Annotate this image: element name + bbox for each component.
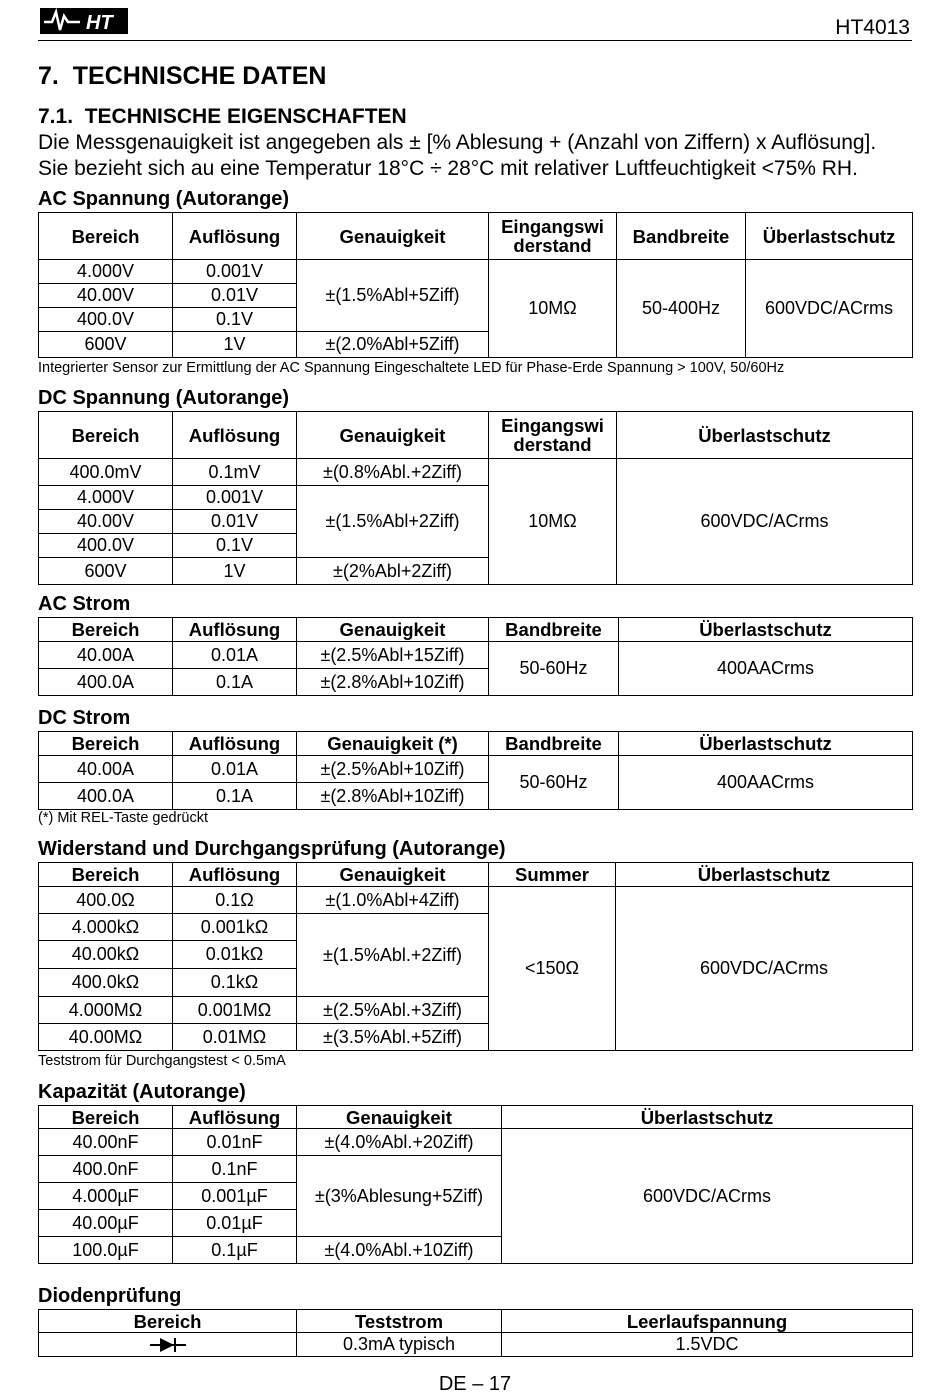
range-cell: 100.0µF — [39, 1237, 173, 1264]
range-cell: 600V — [39, 558, 173, 585]
range-cell: 400.0kΩ — [39, 969, 173, 997]
header-cell: Bandbreite — [489, 732, 619, 756]
header-cell: Überlastschutz — [619, 618, 913, 642]
accuracy-cell: ±(1.0%Abl+4Ziff) — [297, 887, 489, 914]
header-cell: Teststrom — [297, 1310, 502, 1333]
resolution-cell: 0.01kΩ — [173, 941, 297, 969]
resolution-cell: 0.01nF — [173, 1129, 297, 1156]
res-title: Widerstand und Durchgangsprüfung (Autorange) — [38, 838, 506, 860]
section-title: 7. TECHNISCHE DATEN — [38, 62, 327, 90]
accuracy-cell: ±(2.8%Abl+10Ziff) — [297, 669, 489, 696]
header-cell: Genauigkeit — [297, 618, 489, 642]
resolution-cell: 0.1µF — [173, 1237, 297, 1264]
accuracy-cell: ±(4.0%Abl.+20Ziff) — [297, 1129, 502, 1156]
accuracy-cell: ±(3.5%Abl.+5Ziff) — [297, 1024, 489, 1051]
resolution-cell: 1V — [173, 332, 297, 358]
header-cell: Bereich — [39, 412, 173, 459]
range-cell — [39, 1333, 297, 1357]
intro-line-2: Sie bezieht sich au eine Temperatur 18°C ÷ 28°C mit relativer Luftfeuchtigkeit <75% RH. — [38, 157, 858, 180]
header-cell: Bereich — [39, 732, 173, 756]
range-cell: 400.0V — [39, 308, 173, 332]
resolution-cell: 0.01V — [173, 510, 297, 534]
accuracy-cell: ±(2.8%Abl+10Ziff) — [297, 783, 489, 810]
aca-table — [38, 617, 913, 696]
header-cell: Genauigkeit — [297, 1106, 502, 1129]
header-cell: Bereich — [39, 618, 173, 642]
header-cell: Eingangswi derstand — [489, 213, 617, 260]
resolution-cell: 0.1kΩ — [173, 969, 297, 997]
resolution-cell: 0.01A — [173, 642, 297, 669]
header-cell: Bereich — [39, 1310, 297, 1333]
buzzer-cell: <150Ω — [489, 887, 616, 1051]
accuracy-cell: ±(2.5%Abl+10Ziff) — [297, 756, 489, 783]
intro-line-1: Die Messgenauigkeit ist angegeben als ± [% Ablesung + (Anzahl von Ziffern) x Auflösung]. — [38, 131, 877, 154]
range-cell: 40.00V — [39, 510, 173, 534]
range-cell: 400.0V — [39, 534, 173, 558]
resolution-cell: 0.1mV — [173, 459, 297, 486]
bandwidth-cell: 50-60Hz — [489, 756, 619, 810]
accuracy-cell: ±(1.5%Abl+5Ziff) — [297, 260, 489, 332]
subsection-title: 7.1. TECHNISCHE EIGENSCHAFTEN — [38, 105, 407, 128]
page-header — [38, 6, 912, 41]
accuracy-cell: ±(4.0%Abl.+10Ziff) — [297, 1237, 502, 1264]
range-cell: 4.000µF — [39, 1183, 173, 1210]
range-cell: 40.00V — [39, 284, 173, 308]
acv-table — [38, 212, 913, 358]
header-cell: Auflösung — [173, 618, 297, 642]
accuracy-cell: ±(0.8%Abl.+2Ziff) — [297, 459, 489, 486]
accuracy-cell: ±(1.5%Abl+2Ziff) — [297, 486, 489, 558]
header-cell: Auflösung — [173, 412, 297, 459]
resolution-cell: 0.01V — [173, 284, 297, 308]
logo-text: HT — [86, 12, 113, 34]
model-name: HT4013 — [835, 16, 910, 39]
protection-cell: 600VDC/ACrms — [616, 887, 913, 1051]
bandwidth-cell: 50-400Hz — [617, 260, 746, 358]
bandwidth-cell: 50-60Hz — [489, 642, 619, 696]
dca-title: DC Strom — [38, 707, 131, 729]
accuracy-cell: ±(2.5%Abl.+3Ziff) — [297, 997, 489, 1024]
header-cell: Auflösung — [173, 213, 297, 260]
header-cell: Bereich — [39, 213, 173, 260]
resolution-cell: 0.01µF — [173, 1210, 297, 1237]
res-table — [38, 862, 913, 1051]
accuracy-cell: ±(2.5%Abl+15Ziff) — [297, 642, 489, 669]
page-number: DE – 17 — [438, 1373, 512, 1395]
header-cell: Genauigkeit — [297, 863, 489, 887]
range-cell: 40.00MΩ — [39, 1024, 173, 1051]
range-cell: 4.000V — [39, 486, 173, 510]
header-cell: Eingangswi derstand — [489, 412, 617, 459]
resolution-cell: 0.001µF — [173, 1183, 297, 1210]
accuracy-cell: ±(2.0%Abl+5Ziff) — [297, 332, 489, 358]
resolution-cell: 0.01MΩ — [173, 1024, 297, 1051]
resolution-cell: 0.1A — [173, 783, 297, 810]
aca-title: AC Strom — [38, 593, 131, 615]
header-cell: Bereich — [39, 1106, 173, 1129]
range-cell: 4.000kΩ — [39, 914, 173, 941]
res-note: Teststrom für Durchgangstest < 0.5mA — [38, 1053, 286, 1069]
resolution-cell: 0.1nF — [173, 1156, 297, 1183]
header-cell: Genauigkeit — [297, 412, 489, 459]
resolution-cell: 0.001kΩ — [173, 914, 297, 941]
impedance-cell: 10MΩ — [489, 260, 617, 358]
diode-symbol-icon — [148, 1336, 188, 1354]
range-cell: 40.00kΩ — [39, 941, 173, 969]
resolution-cell: 0.1Ω — [173, 887, 297, 914]
resolution-cell: 0.001V — [173, 260, 297, 284]
ht-logo — [40, 8, 128, 34]
protection-cell: 400AACrms — [619, 756, 913, 810]
header-cell: Überlastschutz — [746, 213, 913, 260]
dca-table — [38, 731, 913, 810]
range-cell: 600V — [39, 332, 173, 358]
resolution-cell: 1V — [173, 558, 297, 585]
protection-cell: 600VDC/ACrms — [617, 459, 913, 585]
acv-title: AC Spannung (Autorange) — [38, 188, 290, 210]
header-cell: Überlastschutz — [619, 732, 913, 756]
range-cell: 40.00A — [39, 756, 173, 783]
voltage-cell: 1.5VDC — [502, 1333, 913, 1357]
cap-title: Kapazität (Autorange) — [38, 1081, 246, 1103]
resolution-cell: 0.01A — [173, 756, 297, 783]
cap-table — [38, 1105, 913, 1264]
acv-note: Integrierter Sensor zur Ermittlung der AC Spannung Eingeschaltete LED für Phase-Erde Spannung > 100V, 50/60Hz — [38, 360, 785, 376]
protection-cell: 400AACrms — [619, 642, 913, 696]
dca-note: (*) Mit REL-Taste gedrückt — [38, 810, 209, 826]
header-cell: Auflösung — [173, 732, 297, 756]
header-cell: Überlastschutz — [617, 412, 913, 459]
range-cell: 400.0Ω — [39, 887, 173, 914]
resolution-cell: 0.1A — [173, 669, 297, 696]
header-cell: Auflösung — [173, 1106, 297, 1129]
header-cell: Auflösung — [173, 863, 297, 887]
range-cell: 400.0A — [39, 783, 173, 810]
accuracy-cell: ±(1.5%Abl.+2Ziff) — [297, 914, 489, 997]
header-cell: Bandbreite — [617, 213, 746, 260]
header-cell: Bandbreite — [489, 618, 619, 642]
current-cell: 0.3mA typisch — [297, 1333, 502, 1357]
header-cell: Bereich — [39, 863, 173, 887]
accuracy-cell: ±(3%Ablesung+5Ziff) — [297, 1156, 502, 1237]
protection-cell: 600VDC/ACrms — [502, 1129, 913, 1264]
accuracy-cell: ±(2%Abl+2Ziff) — [297, 558, 489, 585]
range-cell: 40.00µF — [39, 1210, 173, 1237]
diode-title: Diodenprüfung — [38, 1285, 182, 1307]
range-cell: 40.00nF — [39, 1129, 173, 1156]
range-cell: 400.0mV — [39, 459, 173, 486]
range-cell: 400.0A — [39, 669, 173, 696]
dcv-title: DC Spannung (Autorange) — [38, 387, 290, 409]
range-cell: 4.000V — [39, 260, 173, 284]
header-cell: Genauigkeit — [297, 213, 489, 260]
resolution-cell: 0.1V — [173, 534, 297, 558]
resolution-cell: 0.001MΩ — [173, 997, 297, 1024]
resolution-cell: 0.1V — [173, 308, 297, 332]
diode-table — [38, 1309, 913, 1357]
range-cell: 4.000MΩ — [39, 997, 173, 1024]
dcv-table — [38, 411, 913, 585]
header-cell: Überlastschutz — [502, 1106, 913, 1129]
protection-cell: 600VDC/ACrms — [746, 260, 913, 358]
resolution-cell: 0.001V — [173, 486, 297, 510]
impedance-cell: 10MΩ — [489, 459, 617, 585]
range-cell: 400.0nF — [39, 1156, 173, 1183]
header-cell: Leerlaufspannung — [502, 1310, 913, 1333]
header-cell: Genauigkeit (*) — [297, 732, 489, 756]
header-cell: Summer — [489, 863, 616, 887]
range-cell: 40.00A — [39, 642, 173, 669]
header-cell: Überlastschutz — [616, 863, 913, 887]
intro-text — [38, 130, 876, 182]
